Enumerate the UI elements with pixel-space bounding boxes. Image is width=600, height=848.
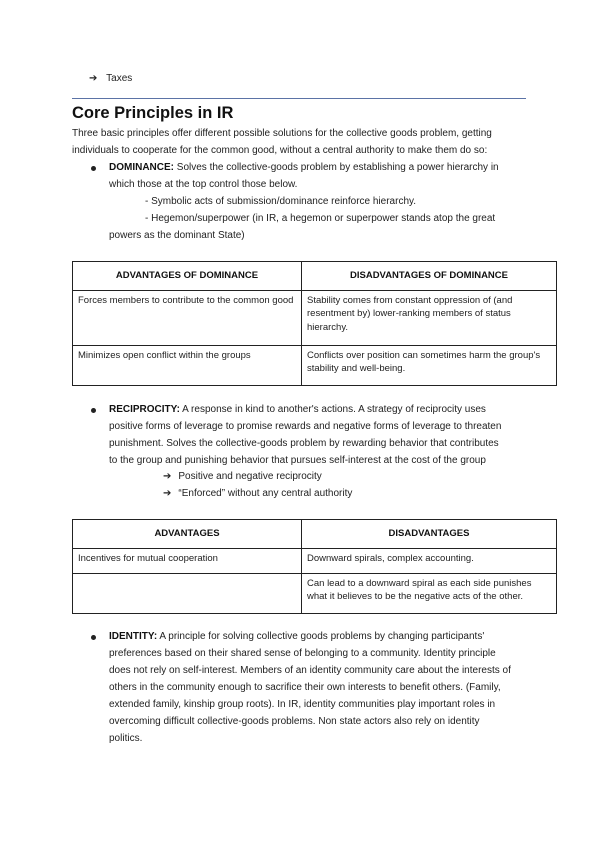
reciprocity-line: punishment. Solves the collective-goods problem by rewarding behavior that contributes (109, 438, 499, 449)
page-title: Core Principles in IR (72, 104, 234, 122)
identity-line: does not rely on self-interest. Members of an identity community care about the interests of (109, 665, 511, 676)
reciprocity-table (72, 519, 557, 614)
dominance-label: DOMINANCE: (109, 162, 174, 173)
identity-label: IDENTITY: (109, 631, 158, 642)
bullet-icon (91, 408, 96, 413)
dominance-sub-line: powers as the dominant State) (109, 230, 245, 241)
table-row (73, 573, 557, 613)
table-cell: Conflicts over position can sometimes harm the group's stability and well-being. (302, 345, 557, 385)
table-row (73, 548, 557, 573)
dominance-text: Solves the collective-goods problem by establishing a power hierarchy in (174, 162, 499, 173)
table-cell: Downward spirals, complex accounting. (302, 548, 557, 573)
reciprocity-line (109, 404, 486, 416)
table-header: DISADVANTAGES OF DOMINANCE (302, 262, 557, 291)
reciprocity-line: positive forms of leverage to promise rewards and negative forms of leverage to threaten (109, 421, 502, 432)
dominance-table (72, 261, 557, 386)
arrow-right-icon: ➔ (163, 471, 172, 482)
bullet-icon (91, 635, 96, 640)
table-cell: Can lead to a downward spiral as each side punishes what it believes to be the negative acts of the other. (302, 573, 557, 613)
table-header-row (73, 520, 557, 549)
intro-line: Three basic principles offer different possible solutions for the collective goods problem, getting (72, 128, 492, 139)
table-cell: Incentives for mutual cooperation (73, 548, 302, 573)
taxes-list-item (89, 73, 132, 84)
table-header: DISADVANTAGES (302, 520, 557, 549)
table-cell (73, 573, 302, 613)
dominance-line (109, 162, 499, 174)
intro-line: individuals to cooperate for the common good, without a central authority to make them do so: (72, 145, 488, 156)
reciprocity-text: A response in kind to another's actions. A strategy of reciprocity uses (179, 404, 486, 415)
identity-line: others in the community enough to sacrifice their own interests to benefit others. (Family, (109, 682, 501, 693)
reciprocity-sub-item (163, 471, 322, 483)
reciprocity-line: to the group and punishing behavior that pursues self-interest at the cost of the group (109, 455, 486, 466)
section-divider (72, 98, 526, 99)
dominance-sub-line: - Hegemon/superpower (in IR, a hegemon or superpower stands atop the great (145, 213, 496, 224)
table-header: ADVANTAGES OF DOMINANCE (73, 262, 302, 291)
identity-text: A principle for solving collective goods problems by changing participants' (157, 631, 485, 642)
reciprocity-label: RECIPROCITY: (109, 404, 180, 415)
table-header: ADVANTAGES (73, 520, 302, 549)
table-row (73, 345, 557, 385)
reciprocity-sub-item (163, 488, 352, 500)
identity-line: overcoming difficult collective-goods problems. Non state actors also rely on identity (109, 716, 480, 727)
bullet-icon (91, 166, 96, 171)
dominance-line: which those at the top control those below. (109, 179, 298, 190)
sub-item-text: “Enforced” without any central authority (178, 488, 353, 499)
arrow-right-icon: ➔ (89, 73, 98, 84)
identity-line (109, 631, 484, 643)
taxes-text: Taxes (106, 73, 133, 84)
sub-item-text: Positive and negative reciprocity (178, 471, 322, 482)
table-cell: Stability comes from constant oppression of (and resentment by) lower-ranking members of status hierarchy. (302, 290, 557, 345)
table-cell: Forces members to contribute to the common good (73, 290, 302, 345)
table-row (73, 290, 557, 345)
table-cell: Minimizes open conflict within the groups (73, 345, 302, 385)
identity-line: extended family, kinship group roots). In IR, identity communities play important roles in (109, 699, 496, 710)
identity-line: preferences based on their shared sense of belonging to a community. Identity principle (109, 648, 496, 659)
dominance-sub-line: - Symbolic acts of submission/dominance reinforce hierarchy. (145, 196, 417, 207)
arrow-right-icon: ➔ (163, 488, 172, 499)
table-header-row (73, 262, 557, 291)
identity-line: politics. (109, 733, 143, 744)
